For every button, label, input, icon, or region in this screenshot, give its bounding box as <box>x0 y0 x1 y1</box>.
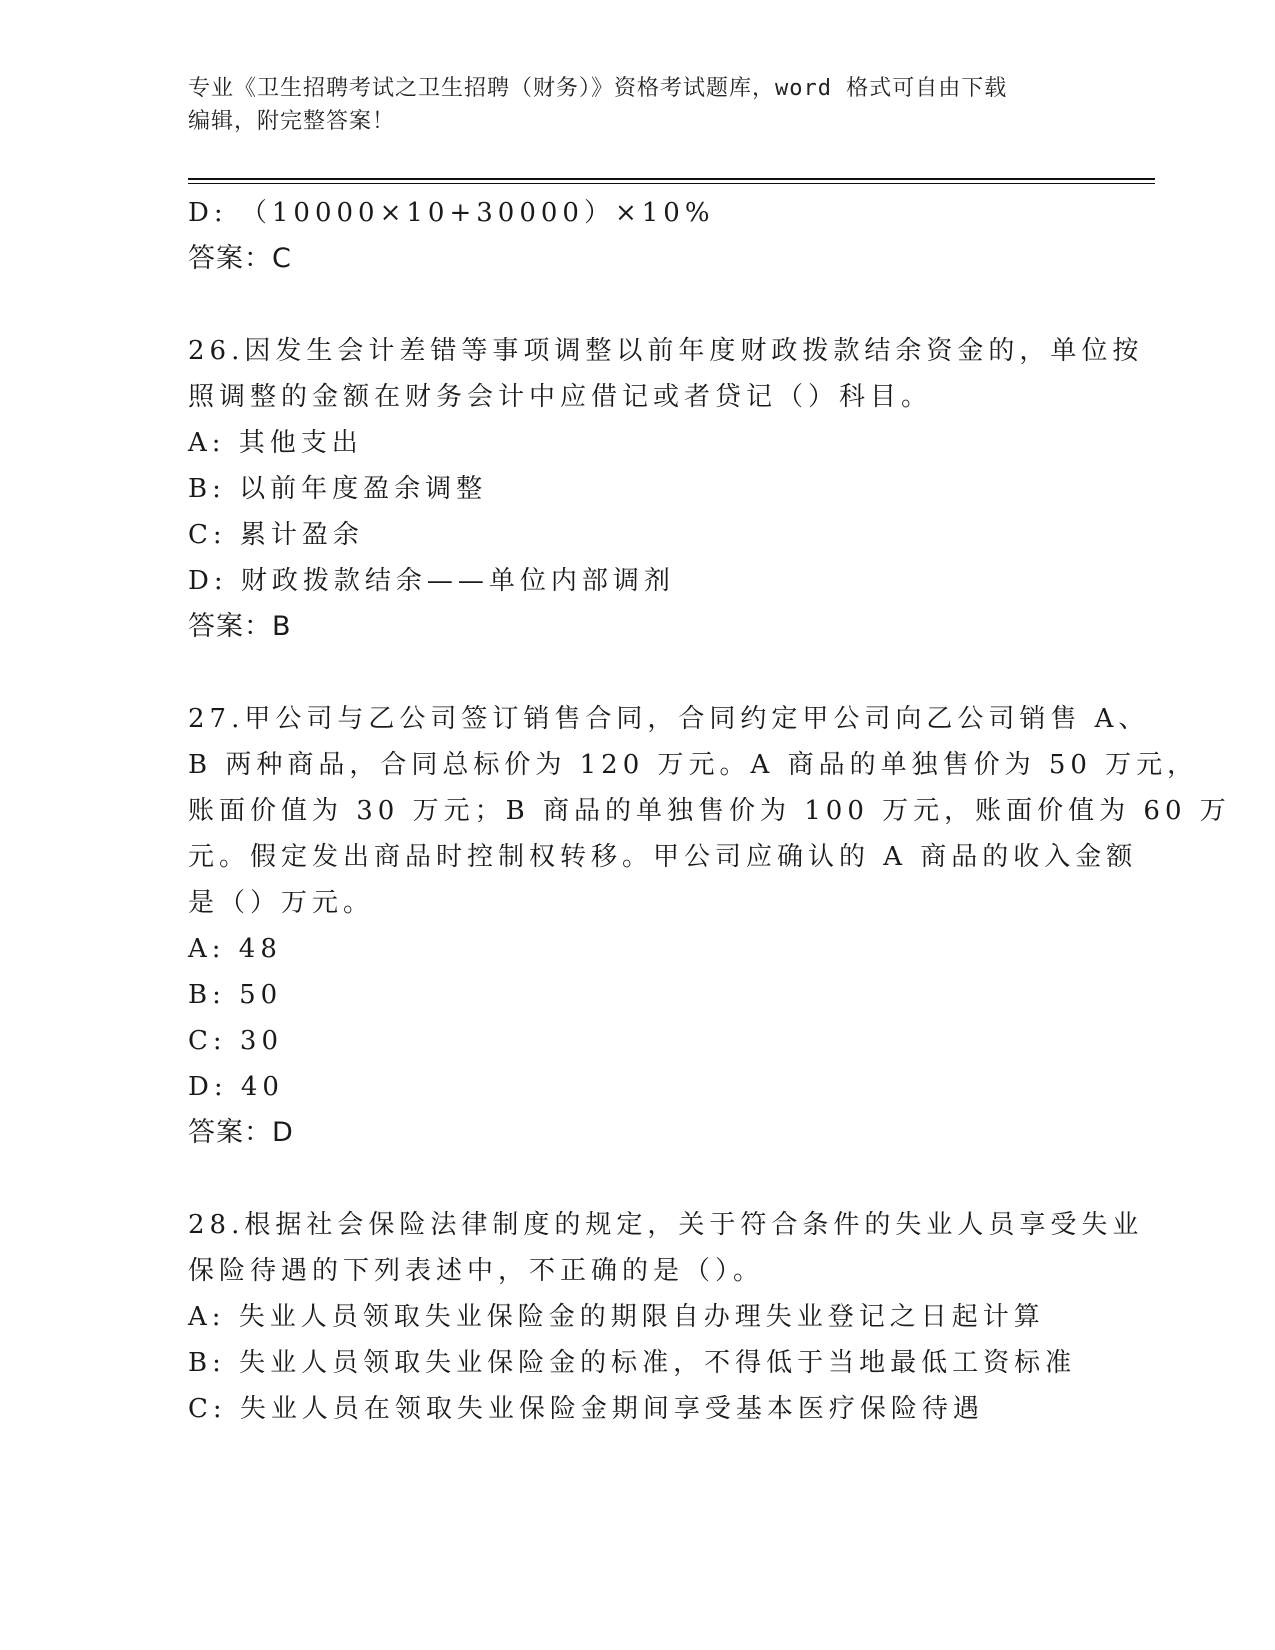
option-a: A: 其他支出 <box>188 428 363 458</box>
option-d: D: 40 <box>188 1072 284 1102</box>
answer-line: 答案：D <box>188 1117 294 1148</box>
spacer <box>188 650 1088 696</box>
option-b: B: 50 <box>188 980 283 1010</box>
question-26 <box>188 328 1144 650</box>
question-25-tail <box>188 190 1088 282</box>
header-line-2: 编辑，附完整答案！ <box>188 109 396 134</box>
question-stem: 27.甲公司与乙公司签订销售合同，合同约定甲公司向乙公司销售 A、 <box>188 704 1150 734</box>
answer-line: 答案：C <box>188 243 292 274</box>
question-stem: 26.因发生会计差错等事项调整以前年度财政拨款结余资金的，单位按 <box>188 336 1144 366</box>
question-27 <box>188 696 1231 1156</box>
header-divider-thin <box>188 183 1155 184</box>
option-c: C: 失业人员在领取失业保险金期间享受基本医疗保险待遇 <box>188 1394 984 1424</box>
option-d: D: （10000×10+30000）×10% <box>188 198 715 228</box>
option-c: C: 30 <box>188 1026 284 1056</box>
spacer <box>188 282 1088 328</box>
answer-line: 答案：B <box>188 611 292 642</box>
question-28 <box>188 1202 1144 1432</box>
question-stem: 账面价值为 30 万元；B 商品的单独售价为 100 万元，账面价值为 60 万 <box>188 796 1231 826</box>
option-d: D: 财政拨款结余——单位内部调剂 <box>188 566 675 596</box>
question-stem: 是（）万元。 <box>188 888 375 918</box>
question-stem: 照调整的金额在财务会计中应借记或者贷记（）科目。 <box>188 382 933 412</box>
question-stem: 保险待遇的下列表述中，不正确的是（）。 <box>188 1256 765 1286</box>
option-a: A: 失业人员领取失业保险金的期限自办理失业登记之日起计算 <box>188 1302 1045 1332</box>
header-divider <box>188 178 1155 180</box>
question-stem: B 两种商品，合同总标价为 120 万元。A 商品的单独售价为 50 万元， <box>188 750 1199 780</box>
question-stem: 元。假定发出商品时控制权转移。甲公司应确认的 A 商品的收入金额 <box>188 842 1138 872</box>
option-b: B: 以前年度盈余调整 <box>188 474 488 504</box>
question-list <box>188 190 1231 1432</box>
header-line-1: 专业《卫生招聘考试之卫生招聘（财务）》资格考试题库，word 格式可自由下载 <box>188 76 1008 101</box>
page-header <box>188 72 1068 138</box>
option-c: C: 累计盈余 <box>188 520 364 550</box>
option-a: A: 48 <box>188 934 282 964</box>
question-stem: 28.根据社会保险法律制度的规定，关于符合条件的失业人员享受失业 <box>188 1210 1144 1240</box>
spacer <box>188 1156 1088 1202</box>
option-b: B: 失业人员领取失业保险金的标准，不得低于当地最低工资标准 <box>188 1348 1077 1378</box>
